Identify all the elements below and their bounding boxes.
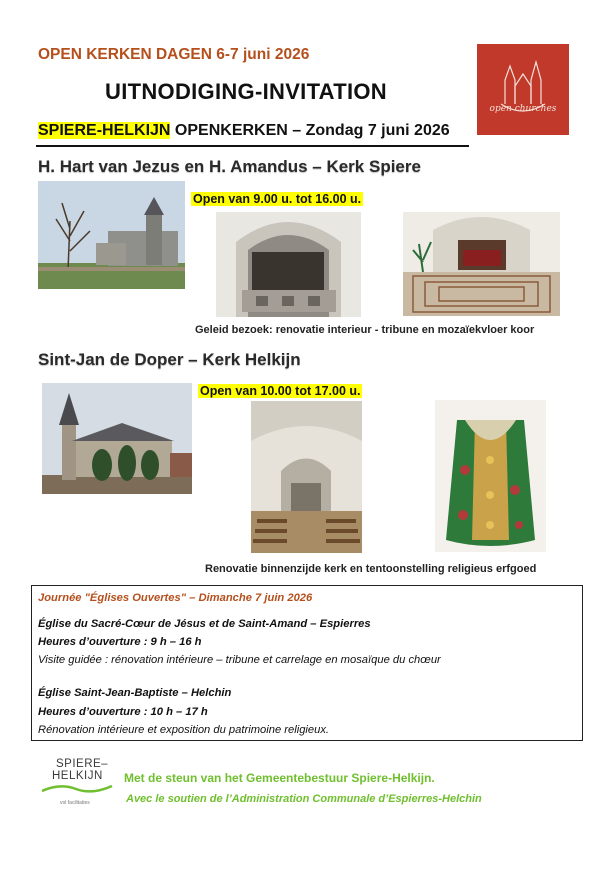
french-church1-hours: Heures d’ouverture : 9 h – 16 h — [38, 636, 202, 649]
spiere-opening-hours: Open van 9.00 u. tot 16.00 u. — [193, 192, 362, 206]
header-divider — [36, 145, 469, 147]
spiere-tribune-photo — [216, 212, 361, 317]
spiere-helkijn-logo — [40, 758, 114, 808]
helkijn-vestment-photo — [435, 400, 546, 552]
french-church1-desc: Visite guidée : rénovation intérieure – tribune et carrelage en mosaïque du chœur — [38, 654, 441, 667]
french-heading: Journée "Églises Ouvertes" – Dimanche 7 juin 2026 — [38, 592, 313, 604]
logo-line1: SPIERE– — [56, 758, 109, 770]
spiere-church-exterior-photo — [38, 181, 185, 289]
spiere-church-title: H. Hart van Jezus en H. Amandus – Kerk Spiere — [38, 157, 421, 176]
french-church2-desc: Rénovation intérieure et exposition du patrimoine religieux. — [38, 723, 330, 736]
logo-text: open churches — [489, 104, 557, 114]
page-title: UITNODIGING-INVITATION — [105, 79, 387, 104]
location-rest: OPENKERKEN – Zondag 7 juni 2026 — [170, 122, 450, 139]
french-info-box — [31, 585, 583, 741]
helkijn-church-exterior-photo — [42, 383, 192, 494]
church-outline-icon — [477, 44, 569, 135]
open-churches-logo — [477, 44, 569, 135]
location-highlight: SPIERE-HELKIJN — [38, 122, 171, 139]
event-dates-line: OPEN KERKEN DAGEN 6-7 juni 2026 — [38, 46, 310, 63]
helkijn-caption: Renovatie binnenzijde kerk en tentoonstelling religieus erfgoed — [205, 563, 537, 575]
logo-tagline: vol facilitaties — [60, 800, 90, 806]
spiere-mosaic-floor-photo — [403, 212, 560, 316]
helkijn-opening-hours: Open van 10.00 tot 17.00 u. — [200, 384, 361, 398]
french-church2-name: Église Saint-Jean-Baptiste – Helchin — [38, 687, 232, 700]
location-line — [38, 122, 450, 140]
french-church2-hours: Heures d’ouverture : 10 h – 17 h — [38, 705, 208, 718]
support-line-nl: Met de steun van het Gemeentebestuur Spiere-Helkijn. — [124, 771, 435, 785]
french-church1-name: Église du Sacré-Cœur de Jésus et de Saint-Amand – Espierres — [38, 618, 371, 631]
spiere-caption: Geleid bezoek: renovatie interieur - tribune en mozaïekvloer koor — [195, 324, 535, 336]
helkijn-nave-interior-photo — [251, 401, 362, 553]
logo-line2: HELKIJN — [52, 770, 103, 782]
helkijn-church-title: Sint-Jan de Doper – Kerk Helkijn — [38, 350, 301, 369]
wave-icon — [40, 783, 114, 795]
support-line-fr: Avec le soutien de l’Administration Communale d’Espierres-Helchin — [126, 793, 482, 805]
